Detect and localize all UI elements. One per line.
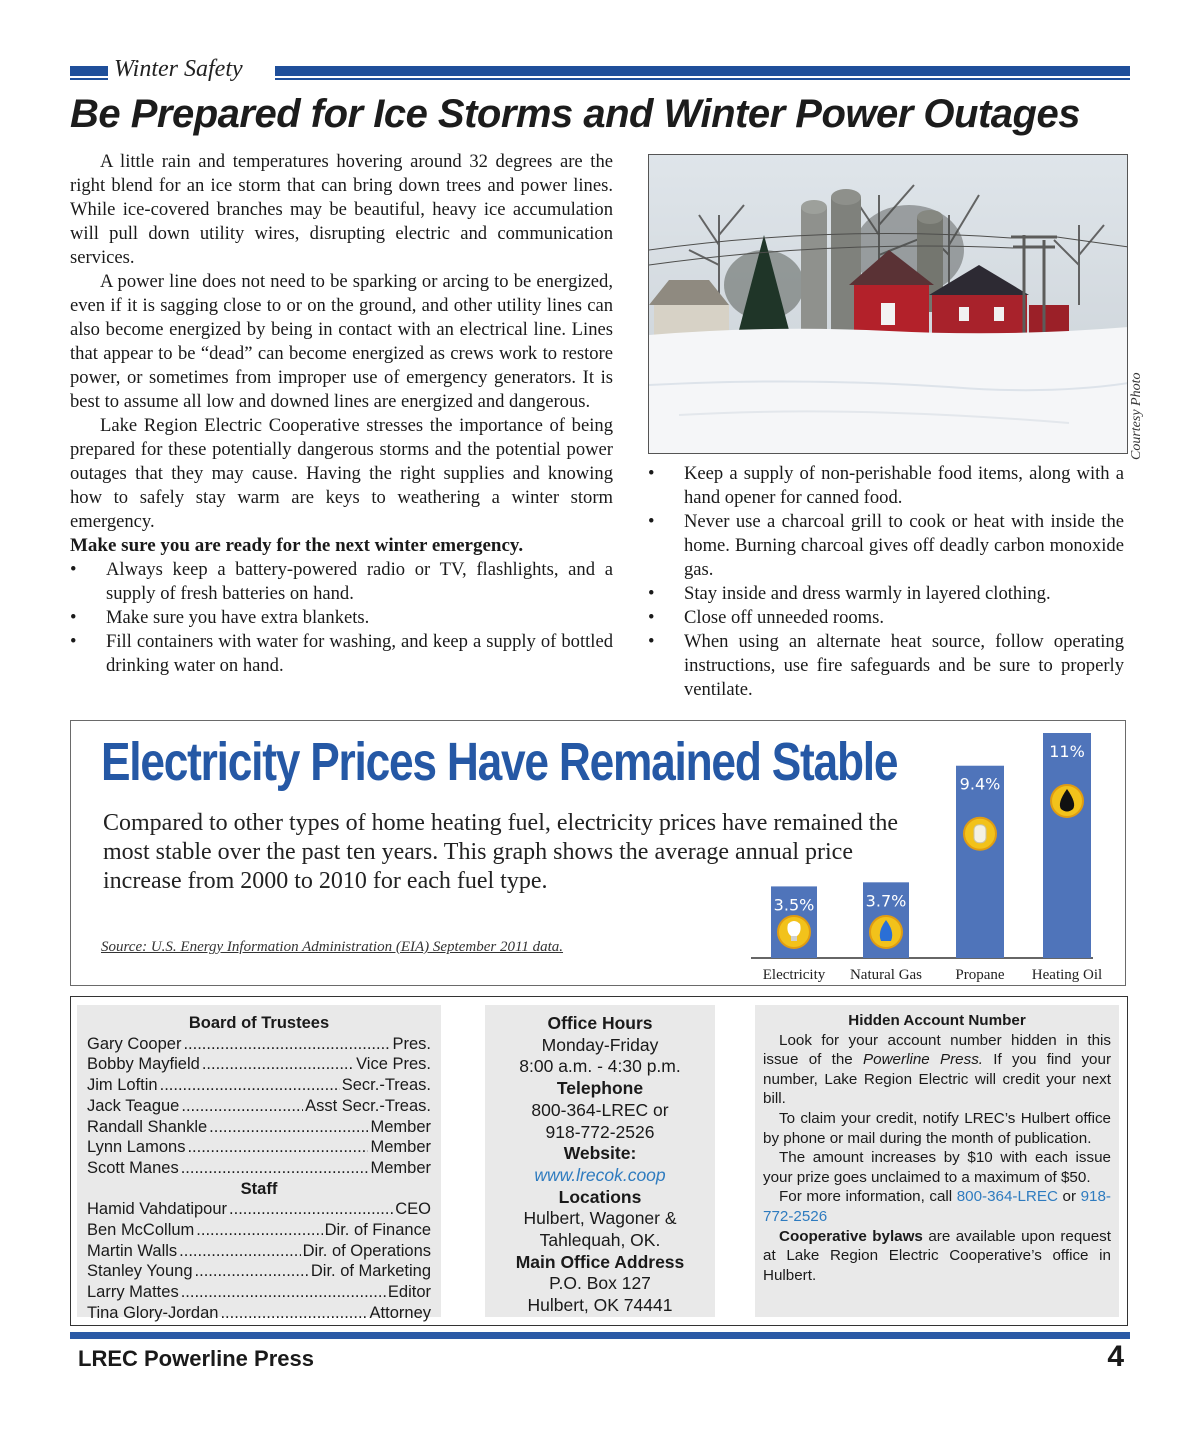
chart-title: Electricity Prices Have Remained Stable <box>101 732 898 792</box>
roster-name: Stanley Young <box>87 1262 193 1281</box>
roster-row <box>87 1117 431 1138</box>
category-label: Heating Oil <box>1031 967 1103 983</box>
category-label: Natural Gas <box>849 967 923 983</box>
leader-dots <box>220 1303 367 1324</box>
checklist-item: • Keep a supply of non-perishable food items, along with a hand opener for canned food. <box>648 462 1124 510</box>
roster-row <box>87 1282 431 1303</box>
hidden-account-paragraph: To claim your credit, notify LREC’s Hulbert office by phone or mail during the month of publication. <box>763 1109 1111 1147</box>
page-number: 4 <box>1107 1340 1124 1373</box>
roster-name: Bobby Mayfield <box>87 1055 200 1074</box>
header-rule-left <box>70 66 108 76</box>
leader-dots <box>181 1096 303 1117</box>
checklist-item: • Close off unneeded rooms. <box>648 606 1124 630</box>
checklist-left <box>70 558 613 678</box>
leader-dots <box>187 1137 368 1158</box>
roster-name: Hamid Vahdatipour <box>87 1200 228 1219</box>
leader-dots <box>202 1054 354 1075</box>
propane-tank-glyph <box>974 825 986 843</box>
roster-row <box>87 1220 431 1241</box>
checklist-lead: Make sure you are ready for the next winter emergency. <box>70 535 524 556</box>
roster-row <box>87 1303 431 1324</box>
lightbulb-glyph <box>787 921 800 936</box>
phone-link[interactable]: 800-364-LREC <box>956 1188 1058 1206</box>
roster-row <box>87 1199 431 1220</box>
roster-role: Editor <box>387 1283 431 1302</box>
roster-name: Martin Walls <box>87 1241 178 1260</box>
photo-credit: Courtesy Photo <box>1129 372 1144 460</box>
article-paragraph: Lake Region Electric Cooperative stresses the importance of being prepared for these potentially dangerous storms and the potential power outages that they may cause. Having the right supplies and knowing how to safely stay warm are keys to weathering a winter storm emergency. <box>70 415 613 532</box>
roster-name: Gary Cooper <box>87 1034 182 1053</box>
office-hours: 8:00 a.m. - 4:30 p.m. <box>519 1056 681 1077</box>
publication-title: LREC Powerline Press <box>78 1346 314 1371</box>
phone-link[interactable]: 918-772-2526 <box>763 1188 1111 1225</box>
leader-dots <box>181 1158 369 1179</box>
bylaws-label: Cooperative bylaws <box>779 1227 923 1245</box>
leader-dots <box>195 1261 309 1282</box>
leader-dots <box>196 1220 322 1241</box>
footer-rule <box>70 1332 1130 1339</box>
hidden-account-text: are available upon request at Lake Region Electric Cooperative’s office in Hulbert. <box>763 1227 1111 1284</box>
leader-dots <box>229 1199 393 1220</box>
leader-dots <box>183 1034 390 1055</box>
checklist-item: • Never use a charcoal grill to cook or heat with inside the home. Burning charcoal gives off deadly carbon monoxide gas. <box>648 510 1124 582</box>
leader-dots <box>209 1117 368 1138</box>
roster-name: Jim Loftin <box>87 1076 158 1095</box>
office-days: Monday-Friday <box>541 1034 659 1055</box>
hidden-account-paragraph <box>763 1031 1111 1109</box>
roster-row <box>87 1241 431 1262</box>
article-left-column <box>70 150 613 678</box>
publication-name: Powerline Press. <box>863 1051 984 1069</box>
roster-row <box>87 1096 431 1117</box>
article-paragraph: A power line does not need to be sparking or arcing to be energized, even if it is sagging close to or on the ground, and other utility lines can also become energized by being in contact with an electrical line. Lines that appear to be “dead” can become energized as crews work to restore power, or sometimes from improper use of emergency generators. It is best to assume all low and downed lines are energized and dangerous. <box>70 271 613 412</box>
checklist-item: • Always keep a battery-powered radio or TV, flashlights, and a supply of fresh batteries on hand. <box>70 558 613 606</box>
roster-name: Tina Glory-Jordan <box>87 1303 219 1322</box>
category-label: Propane <box>955 967 1005 983</box>
telephone-secondary: 918-772-2526 <box>545 1121 655 1142</box>
cooperative-info-box <box>70 996 1128 1326</box>
headline: Be Prepared for Ice Storms and Winter Power Outages <box>70 92 1080 136</box>
bar-value-label: 11% <box>1049 742 1085 761</box>
board-heading: Board of Trustees <box>188 1014 330 1032</box>
hidden-account-text: or <box>1058 1188 1081 1206</box>
lightbulb-base <box>791 936 797 941</box>
website-heading: Website: <box>563 1143 637 1164</box>
roster-role: Dir. of Finance <box>324 1221 431 1240</box>
bar-value-label: 3.5% <box>773 895 815 915</box>
roster-role: Pres. <box>392 1034 431 1053</box>
section-header-bar <box>70 56 1130 82</box>
hidden-account-text: For more information, call <box>779 1188 957 1206</box>
roster-role: Member <box>370 1138 431 1157</box>
locations-line: Hulbert, Wagoner & <box>523 1208 677 1229</box>
address-line: Hulbert, OK 74441 <box>527 1295 673 1316</box>
staff-heading: Staff <box>240 1179 278 1198</box>
roster-role: Member <box>370 1117 431 1136</box>
leader-dots <box>181 1282 386 1303</box>
roster-role: Asst Secr.-Treas. <box>305 1096 431 1115</box>
roster-role: Dir. of Operations <box>302 1241 431 1260</box>
roster-name: Scott Manes <box>87 1158 179 1177</box>
chart-source: Source: U.S. Energy Information Administration (EIA) September 2011 data. <box>101 939 564 955</box>
farm-illustration <box>649 155 1128 454</box>
section-label: Winter Safety <box>114 56 243 82</box>
roster-role: Secr.-Treas. <box>341 1076 431 1095</box>
roster-role: CEO <box>395 1200 431 1219</box>
bar-value-label: 3.7% <box>865 891 907 911</box>
roster-row <box>87 1261 431 1282</box>
category-label: Electricity <box>762 967 826 983</box>
checklist-item: • Stay inside and dress warmly in layered clothing. <box>648 582 1124 606</box>
roster-row <box>87 1054 431 1075</box>
hidden-account-paragraph <box>763 1187 1111 1226</box>
roster-name: Larry Mattes <box>87 1283 179 1302</box>
roster-name: Lynn Lamons <box>87 1138 186 1157</box>
bar-propane <box>956 766 1004 958</box>
roster-role: Vice Pres. <box>356 1055 431 1074</box>
article-right-column <box>648 462 1124 702</box>
chart-description: Compared to other types of home heating fuel, electricity prices have remained the most stable over the past ten years. This graph shows the average annual price increase from 2000 to 2010 for each fuel type. <box>103 810 899 894</box>
locations-heading: Locations <box>558 1186 642 1207</box>
telephone-primary: 800-364-LREC or <box>531 1099 669 1120</box>
checklist-right <box>648 462 1124 702</box>
farm-winter-photo <box>648 154 1128 454</box>
staff-list <box>87 1199 431 1323</box>
office-hours-heading: Office Hours <box>547 1013 653 1033</box>
leader-dots <box>160 1075 340 1096</box>
roster-row <box>87 1034 431 1055</box>
office-info-panel <box>485 1005 715 1317</box>
roster-role: Member <box>370 1158 431 1177</box>
bar-value-label: 9.4% <box>959 774 1001 794</box>
locations-line: Tahlequah, OK. <box>539 1230 661 1251</box>
roster-row <box>87 1075 431 1096</box>
address-heading: Main Office Address <box>515 1251 685 1272</box>
roster-name: Randall Shankle <box>87 1117 208 1136</box>
hidden-account-paragraph <box>763 1227 1111 1286</box>
roster-role: Dir. of Marketing <box>310 1262 431 1281</box>
article-paragraph: A little rain and temperatures hovering around 32 degrees are the right blend for an ice storm that can bring down trees and power lines. While ice-covered branches may be beautiful, heavy ice accumulation will pull down utility wires, disrupting electric and communication services. <box>70 151 613 268</box>
leader-dots <box>179 1241 300 1262</box>
roster-name: Ben McCollum <box>87 1221 195 1240</box>
roster-row <box>87 1158 431 1179</box>
bar-chart <box>71 721 1127 987</box>
checklist-item: • Make sure you have extra blankets. <box>70 606 613 630</box>
checklist-item: • Fill containers with water for washing, and keep a supply of bottled drinking water on hand. <box>70 630 613 678</box>
address-line: P.O. Box 127 <box>549 1273 651 1294</box>
hidden-account-text: If you find your number, Lake Region Electric will credit your next bill. <box>763 1051 1111 1108</box>
board-member-list <box>87 1034 431 1179</box>
roster-name: Jack Teague <box>87 1096 180 1115</box>
roster-role: Attorney <box>369 1303 431 1322</box>
hidden-account-heading: Hidden Account Number <box>848 1012 1026 1029</box>
checklist-item: • When using an alternate heat source, follow operating instructions, use fire safeguards and be sure to properly ventilate. <box>648 630 1124 702</box>
website-link[interactable]: www.lrecok.coop <box>534 1164 666 1185</box>
roster-row <box>87 1137 431 1158</box>
hidden-account-paragraph: The amount increases by $10 with each issue your prize goes unclaimed to a maximum of $50. <box>763 1149 1111 1186</box>
hidden-account-panel <box>755 1005 1119 1317</box>
board-of-trustees-panel <box>77 1005 441 1322</box>
header-rule-right <box>275 66 1130 76</box>
bar-heating-oil <box>1043 733 1091 958</box>
hidden-account-text: Look for your account number hidden in this issue of the <box>763 1031 1111 1069</box>
telephone-heading: Telephone <box>556 1078 644 1099</box>
price-chart-box <box>70 720 1126 986</box>
